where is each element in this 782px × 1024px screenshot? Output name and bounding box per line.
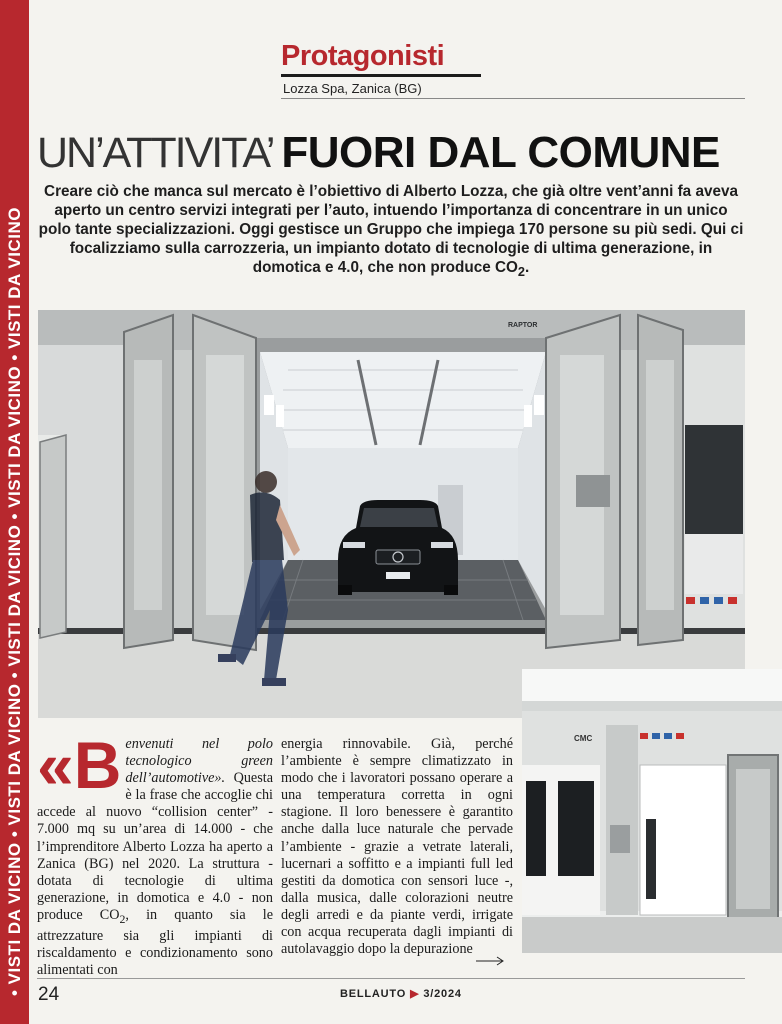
lead-co2-sub: 2	[517, 264, 526, 280]
col1-tail: , in quanto sia le attrezzature sia gli impianti di riscaldamento e condizionamento sono alimentati con	[37, 906, 273, 979]
title-bold: FUORI DAL COMUNE	[281, 128, 720, 177]
section-label: Protagonisti	[281, 40, 445, 72]
title-thin: UN’ATTIVITA’	[37, 129, 274, 177]
paint-booth-illustration	[38, 310, 745, 718]
drop-cap	[37, 728, 122, 802]
col1-co2-sub: 2	[119, 911, 126, 926]
continue-arrow-icon	[476, 956, 506, 966]
lead-paragraph	[37, 182, 745, 281]
lead-end: .	[525, 259, 530, 276]
magazine-name: BELLAUTO	[340, 988, 407, 1000]
booth-brand-label: RAPTOR	[508, 322, 538, 329]
lead-text: Creare ciò che manca sul mercato è l’obiettivo di Alberto Lozza, che già oltre vent’anni fa aveva aperto un centro servizi integrati per l’auto, intuendo l’importanza di concentrare in un unico polo tante specializzazioni. Oggi gestisce un Gruppo che impiega 170 persone su più sedi. Qui ci focalizziamo sulla carrozzeria, un impianto dotato di tecnologie di ultima generazione, in domotica e 4.0, che non produce CO	[38, 183, 744, 276]
opening-quote: envenuti nel polo tecnologico green dell’automotive».	[125, 736, 273, 787]
body-paragraph-2: energia rinnovabile. Già, perché l’ambiente è sempre climatizzato in modo che i lavoratori possano operare a una temperatura corretta in ogni stagione. Il loro benessere è garantito anche dalla luce naturale che pervade l’ambiente - grazie a vetrate laterali, lucernari a soffitto e a impianti full led gestiti da domotica con sensori luce -, dalla musica, dalle colorazioni neutre degli arredi e da piante verdi, irrigate con acqua recuperata dagli impianti di autolavaggio dopo la depurazione	[281, 736, 513, 958]
issue-number: 3/2024	[423, 988, 462, 1000]
triangle-icon: ▶	[410, 988, 420, 1000]
booth-entrance-illustration	[522, 669, 782, 953]
drop-cap-letter: B	[73, 728, 122, 802]
booth-brand-label-small: CMC	[574, 734, 593, 743]
secondary-photo	[522, 669, 782, 953]
footer-divider	[37, 978, 745, 979]
body-column-1	[37, 728, 273, 979]
side-strip-text: • VISTI DA VICINO • VISTI DA VICINO • VISTI DA VICINO • VISTI DA VICINO • VISTI DA VICINO	[5, 207, 24, 996]
article-title	[37, 128, 720, 178]
header-divider	[281, 98, 745, 99]
body-column-2	[281, 736, 513, 958]
section-subtitle: Lozza Spa, Zanica (BG)	[283, 81, 422, 96]
magazine-footer	[340, 987, 462, 1000]
side-strip	[0, 0, 29, 1024]
quote-mark: «	[37, 728, 74, 802]
page-number: 24	[38, 984, 60, 1005]
col1-text: Questa è la frase che accoglie chi accede al nuovo “collision center” - 7.000 mq su un’area di 14.000 - che l’imprenditore Alberto Lozza ha aperto a Zanica (BG) nel 2020. La struttura - dotata di tecnologie di ultima generazione, in domotica e 4.0 - non produce CO	[37, 770, 273, 923]
section-underline	[281, 74, 481, 77]
body-paragraph-1	[37, 728, 273, 979]
main-photo	[38, 310, 745, 718]
